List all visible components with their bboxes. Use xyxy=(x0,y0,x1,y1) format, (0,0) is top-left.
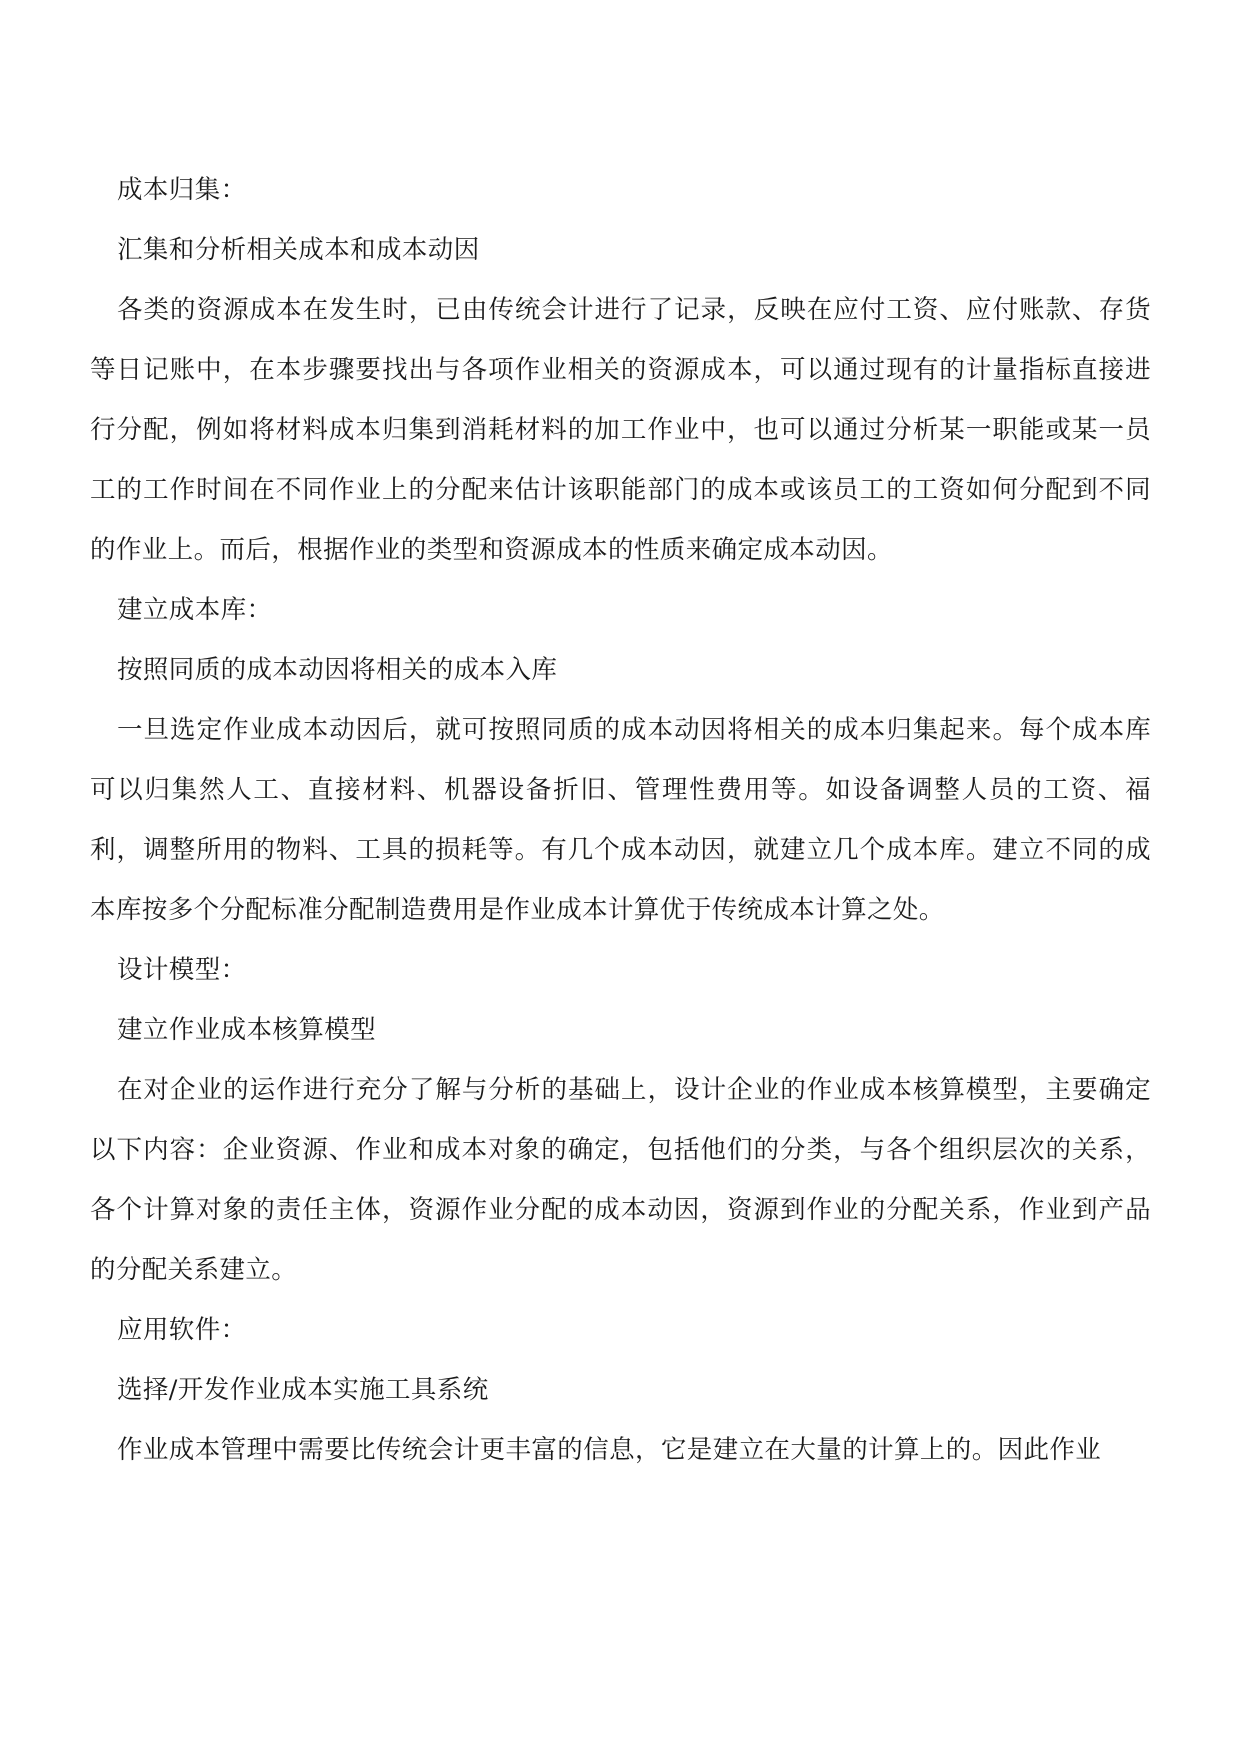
section-title-cost-pool: 建立成本库： xyxy=(117,595,273,625)
section-title-design-model: 设计模型： xyxy=(117,955,247,985)
section-subtitle-design-model: 建立作业成本核算模型 xyxy=(117,1015,377,1045)
section-body-cost-pool: 一旦选定作业成本动因后，就可按照同质的成本动因将相关的成本归集起来。每个成本库可以归集然人工、直接材料、机器设备折旧、管理性费用等。如设备调整人员的工资、福利，调整所用的物料、工具的损耗等。有几个成本动因，就建立几个成本库。建立不同的成本库按多个分配标准分配制造费用是作业成本计算优于传统成本计算之处。 xyxy=(90,715,1151,925)
section-subtitle-cost-collection: 汇集和分析相关成本和成本动因 xyxy=(117,235,480,265)
section-title-cost-collection: 成本归集： xyxy=(117,175,247,205)
section-body-software: 作业成本管理中需要比传统会计更丰富的信息，它是建立在大量的计算上的。因此作业 xyxy=(117,1435,1102,1465)
section-title-software: 应用软件： xyxy=(117,1315,247,1345)
section-subtitle-software: 选择/开发作业成本实施工具系统 xyxy=(117,1375,489,1405)
section-body-cost-collection: 各类的资源成本在发生时，已由传统会计进行了记录，反映在应付工资、应付账款、存货等日记账中，在本步骤要找出与各项作业相关的资源成本，可以通过现有的计量指标直接进行分配，例如将材料成本归集到消耗材料的加工作业中，也可以通过分析某一职能或某一员工的工作时间在不同作业上的分配来估计该职能部门的成本或该员工的工资如何分配到不同的作业上。而后，根据作业的类型和资源成本的性质来确定成本动因。 xyxy=(90,295,1151,565)
section-subtitle-cost-pool: 按照同质的成本动因将相关的成本入库 xyxy=(117,655,558,685)
document-content xyxy=(90,160,1151,1480)
section-body-design-model: 在对企业的运作进行充分了解与分析的基础上，设计企业的作业成本核算模型，主要确定以下内容：企业资源、作业和成本对象的确定，包括他们的分类，与各个组织层次的关系，各个计算对象的责任主体，资源作业分配的成本动因，资源到作业的分配关系，作业到产品的分配关系建立。 xyxy=(90,1075,1151,1285)
